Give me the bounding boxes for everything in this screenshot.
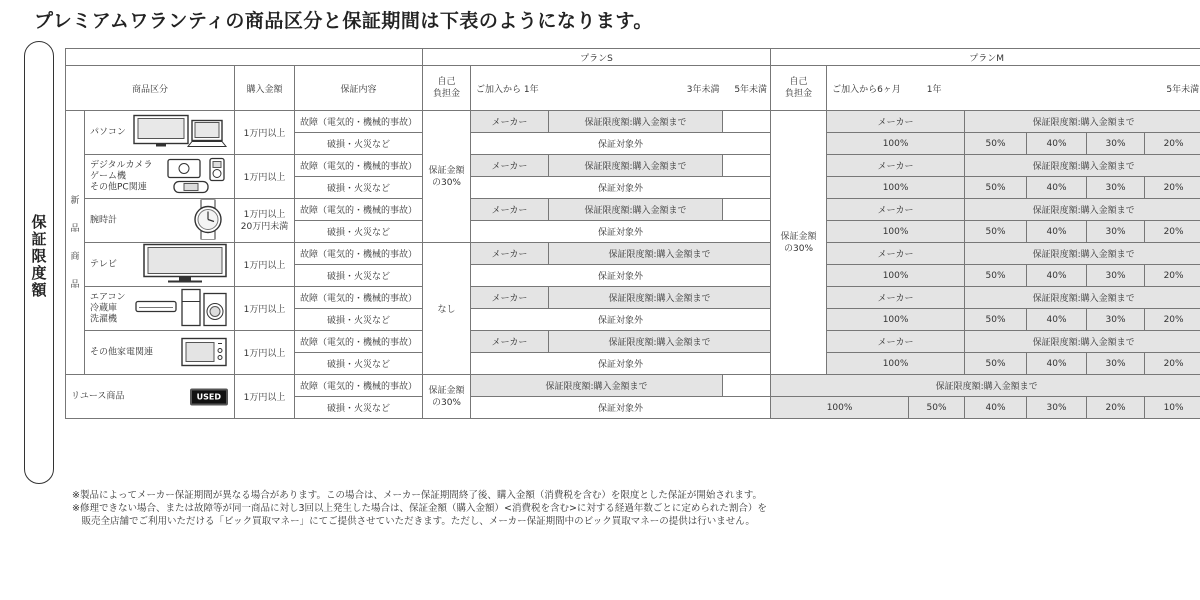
s-limit: 保証限度額:購入金額まで <box>471 375 723 397</box>
content-fault: 故障（電気的・機械的事故） <box>295 243 423 265</box>
product-name: テレビ <box>90 259 117 269</box>
used-rate-100: 100% <box>771 397 909 419</box>
content-damage: 破損・火災など <box>295 309 423 331</box>
table-row <box>66 199 1200 221</box>
header-m-from <box>827 66 965 111</box>
camera-game-icon <box>162 157 228 196</box>
side-label-char: 保 <box>31 213 47 231</box>
content-damage: 破損・火災など <box>295 265 423 287</box>
product-price: 1万円以上 <box>235 111 295 155</box>
product-cell <box>85 111 235 155</box>
plan-m-header: プランM <box>771 49 1200 66</box>
warranty-table <box>65 48 1200 419</box>
m-limit: 保証限度額:購入金額まで <box>965 155 1200 177</box>
footnotes <box>72 489 767 528</box>
plan-s-header: プランS <box>423 49 771 66</box>
m-limit-used: 保証限度額:購入金額まで <box>771 375 1200 397</box>
m-rate-50: 50% <box>965 265 1027 287</box>
m-limit: 保証限度額:購入金額まで <box>965 111 1200 133</box>
header-self-pay-line: 自己 <box>789 77 808 87</box>
content-damage: 破損・火災など <box>295 353 423 375</box>
product-price: 1万円以上 <box>235 331 295 375</box>
m-limit: 保証限度額:購入金額まで <box>965 287 1200 309</box>
product-price: 1万円以上 <box>235 155 295 199</box>
product-name: デジタルカメラ ゲーム機 その他PC関連 <box>90 160 153 192</box>
content-fault: 故障（電気的・機械的事故） <box>295 111 423 133</box>
m-rate-100: 100% <box>827 309 965 331</box>
product-name: エアコン 冷蔵庫 洗濯機 <box>90 292 126 324</box>
m-maker: メーカー <box>827 287 965 309</box>
header-self-pay-m <box>771 66 827 111</box>
m-rate-100: 100% <box>827 353 965 375</box>
s-not-covered: 保証対象外 <box>471 177 771 199</box>
table-row <box>66 155 1200 177</box>
used-rate-40: 40% <box>965 397 1027 419</box>
s-maker: メーカー <box>471 243 549 265</box>
m-rate-40: 40% <box>1027 133 1087 155</box>
header-m-5y: 5年未満 <box>965 66 1200 111</box>
new-label-char: 商 <box>70 251 80 262</box>
used-badge-icon <box>190 388 228 405</box>
microwave-icon <box>180 335 228 370</box>
m-rate-30: 30% <box>1087 353 1145 375</box>
m-rate-30: 30% <box>1087 221 1145 243</box>
pc-icon <box>132 114 228 151</box>
new-label-char: 品 <box>70 279 80 290</box>
self-pay-s-pc: 保証金額 の30% <box>423 111 471 243</box>
content-damage: 破損・火災など <box>295 133 423 155</box>
used-rate-30: 30% <box>1027 397 1087 419</box>
header-price: 購入金額 <box>235 66 295 111</box>
header-s-5y: 5年未満 <box>723 66 771 111</box>
m-rate-40: 40% <box>1027 221 1087 243</box>
m-rate-40: 40% <box>1027 309 1087 331</box>
header-content: 保証内容 <box>295 66 423 111</box>
m-rate-20: 20% <box>1145 221 1200 243</box>
s-blank <box>723 199 771 221</box>
watch-icon <box>188 199 228 242</box>
s-blank <box>723 375 771 397</box>
self-pay-m: 保証金額 の30% <box>771 111 827 375</box>
used-product-cell <box>66 375 235 419</box>
product-cell <box>85 287 235 331</box>
used-rate-10: 10% <box>1145 397 1200 419</box>
m-rate-30: 30% <box>1087 177 1145 199</box>
s-not-covered: 保証対象外 <box>471 221 771 243</box>
self-pay-s-none: なし <box>423 243 471 375</box>
s-maker: メーカー <box>471 287 549 309</box>
m-rate-20: 20% <box>1145 133 1200 155</box>
self-pay-s-used: 保証金額 の30% <box>423 375 471 419</box>
content-damage: 破損・火災など <box>295 177 423 199</box>
m-rate-20: 20% <box>1145 265 1200 287</box>
table-row <box>66 111 1200 133</box>
s-maker: メーカー <box>471 199 549 221</box>
s-blank <box>723 155 771 177</box>
product-price: 1万円以上 <box>235 375 295 419</box>
m-rate-100: 100% <box>827 177 965 199</box>
side-label-char: 証 <box>31 230 47 248</box>
appliance-icon <box>134 287 228 330</box>
m-rate-40: 40% <box>1027 177 1087 199</box>
product-price: 1万円以上 <box>235 287 295 331</box>
m-rate-20: 20% <box>1145 309 1200 331</box>
s-not-covered: 保証対象外 <box>471 353 771 375</box>
table-row <box>66 243 1200 265</box>
m-maker: メーカー <box>827 199 965 221</box>
side-label-char: 度 <box>31 264 47 282</box>
plan-header-row <box>66 49 1200 66</box>
product-cell <box>85 243 235 287</box>
s-limit: 保証限度額:購入金額まで <box>549 199 723 221</box>
header-self-pay-line: 負担金 <box>785 89 813 99</box>
product-cell <box>85 331 235 375</box>
m-rate-100: 100% <box>827 265 965 287</box>
s-limit: 保証限度額:購入金額まで <box>549 287 771 309</box>
m-rate-50: 50% <box>965 309 1027 331</box>
product-name: パソコン <box>90 127 126 137</box>
new-product-label <box>66 111 85 375</box>
s-maker: メーカー <box>471 155 549 177</box>
m-rate-30: 30% <box>1087 265 1145 287</box>
product-price: 1万円以上 20万円未満 <box>235 199 295 243</box>
footnote: 販売全店舗でご利用いただける「ビック買取マネー」にてご提供させていただきます。ただし、メーカー保証期間中のビック買取マネーの提供は行いません。 <box>72 516 755 527</box>
m-rate-50: 50% <box>965 133 1027 155</box>
content-fault: 故障（電気的・機械的事故） <box>295 375 423 397</box>
m-rate-50: 50% <box>965 353 1027 375</box>
side-label-char: 限 <box>31 247 47 265</box>
header-m-from-text: ご加入から6ヶ月 <box>832 84 901 95</box>
product-name: その他家電関連 <box>90 347 154 357</box>
footnote: ※修理できない場合、または故障等が同一商品に対し3回以上発生した場合は、保証金額（購入金額）<消費税を含む>に対する経過年数ごとに定められた割合）を <box>72 503 767 514</box>
s-not-covered: 保証対象外 <box>471 265 771 287</box>
s-not-covered: 保証対象外 <box>471 309 771 331</box>
product-name: リユース商品 <box>71 391 125 401</box>
content-fault: 故障（電気的・機械的事故） <box>295 155 423 177</box>
header-self-pay-line: 負担金 <box>432 89 460 99</box>
m-limit: 保証限度額:購入金額まで <box>965 243 1200 265</box>
m-rate-30: 30% <box>1087 133 1145 155</box>
used-rate-20: 20% <box>1087 397 1145 419</box>
s-maker: メーカー <box>471 111 549 133</box>
s-not-covered: 保証対象外 <box>471 397 771 419</box>
s-maker: メーカー <box>471 331 549 353</box>
s-limit: 保証限度額:購入金額まで <box>549 243 771 265</box>
used-badge: USED <box>190 388 228 405</box>
header-category: 商品区分 <box>66 66 235 111</box>
content-damage: 破損・火災など <box>295 397 423 419</box>
m-rate-100: 100% <box>827 221 965 243</box>
product-cell <box>85 155 235 199</box>
s-not-covered: 保証対象外 <box>471 133 771 155</box>
m-rate-50: 50% <box>965 221 1027 243</box>
s-limit: 保証限度額:購入金額まで <box>549 111 723 133</box>
content-damage: 破損・火災など <box>295 221 423 243</box>
m-limit: 保証限度額:購入金額まで <box>965 199 1200 221</box>
header-s-from: ご加入から 1年 <box>471 66 675 111</box>
content-fault: 故障（電気的・機械的事故） <box>295 331 423 353</box>
table-row <box>66 375 1200 397</box>
m-maker: メーカー <box>827 331 965 353</box>
tv-icon <box>142 243 228 286</box>
m-limit: 保証限度額:購入金額まで <box>965 331 1200 353</box>
header-self-pay-line: 自己 <box>437 77 456 87</box>
product-cell <box>85 199 235 243</box>
header-self-pay-s <box>423 66 471 111</box>
m-rate-30: 30% <box>1087 309 1145 331</box>
m-rate-50: 50% <box>965 177 1027 199</box>
m-maker: メーカー <box>827 155 965 177</box>
m-maker: メーカー <box>827 111 965 133</box>
s-blank <box>723 111 771 133</box>
new-label-char: 新 <box>70 195 80 206</box>
content-fault: 故障（電気的・機械的事故） <box>295 199 423 221</box>
used-rate-50: 50% <box>909 397 965 419</box>
side-label-warranty-limit <box>30 214 48 299</box>
m-rate-100: 100% <box>827 133 965 155</box>
side-label-char: 額 <box>31 281 47 299</box>
content-fault: 故障（電気的・機械的事故） <box>295 287 423 309</box>
new-label-char: 品 <box>70 223 80 234</box>
page-title: プレミアムワランティの商品区分と保証期間は下表のようになります。 <box>34 10 653 32</box>
header-m-1y: 1年 <box>926 84 942 95</box>
header-s-3y: 3年未満 <box>675 66 723 111</box>
product-price: 1万円以上 <box>235 243 295 287</box>
m-maker: メーカー <box>827 243 965 265</box>
m-rate-20: 20% <box>1145 177 1200 199</box>
footnote: ※製品によってメーカー保証期間が異なる場合があります。この場合は、メーカー保証期間終了後、購入金額（消費税を含む）を限度とした保証が開始されます。 <box>72 490 763 501</box>
m-rate-20: 20% <box>1145 353 1200 375</box>
plan-header-blank <box>66 49 423 66</box>
product-name: 腕時計 <box>90 215 118 225</box>
s-limit: 保証限度額:購入金額まで <box>549 331 771 353</box>
m-rate-40: 40% <box>1027 353 1087 375</box>
s-limit: 保証限度額:購入金額まで <box>549 155 723 177</box>
m-rate-40: 40% <box>1027 265 1087 287</box>
table-row <box>66 331 1200 353</box>
table-row <box>66 287 1200 309</box>
column-header-row <box>66 66 1200 111</box>
